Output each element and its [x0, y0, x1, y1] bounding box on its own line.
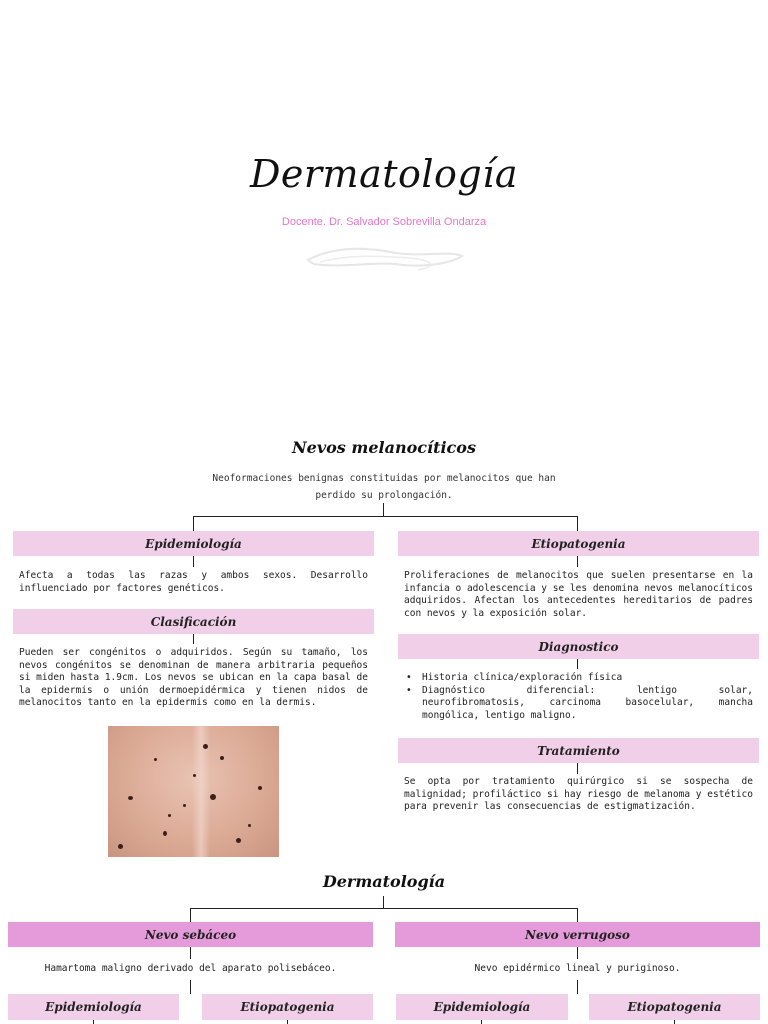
- connector: [190, 908, 578, 909]
- header-nevo-sebaceo: Nevo sebáceo: [8, 922, 373, 947]
- document-title: Dermatología: [249, 152, 519, 196]
- header-etiopatogenia: Etiopatogenia: [398, 531, 759, 556]
- connector: [193, 556, 194, 567]
- connector: [577, 908, 578, 922]
- signature-scribble-icon: [300, 238, 470, 278]
- tratamiento-text: Se opta por tratamiento quirúrgico si se sospecha de malignidad; profiláctico si hay riesgo de melanoma y estético para prevenir las consecuencias de estigmatización.: [404, 776, 753, 812]
- connector: [481, 1020, 482, 1024]
- connector: [577, 763, 578, 774]
- connector: [93, 1020, 94, 1024]
- connector: [577, 980, 578, 994]
- header-sebaceo-etiopatogenia: Etiopatogenia: [202, 994, 373, 1020]
- diagnostico-list: [404, 672, 753, 722]
- connector: [577, 516, 578, 531]
- connector: [383, 896, 384, 908]
- nevo-verrugoso-text: Nevo epidérmico lineal y puriginoso.: [474, 963, 681, 974]
- header-verrugoso-etiopatogenia: Etiopatogenia: [589, 994, 760, 1020]
- section-title-dermatologia: Dermatología: [322, 872, 446, 891]
- connector: [577, 947, 578, 959]
- connector: [383, 503, 384, 516]
- connector: [577, 659, 578, 669]
- connector: [193, 516, 194, 531]
- header-clasificacion: Clasificación: [13, 609, 374, 634]
- list-item: • Historia clínica/exploración física: [404, 672, 753, 685]
- document-subtitle: Docente. Dr. Salvador Sobrevilla Ondarza: [281, 216, 487, 228]
- connector: [190, 980, 191, 994]
- connector: [577, 556, 578, 567]
- connector: [287, 1020, 288, 1024]
- section-intro: Neoformaciones benignas constituidas por melanocitos que han perdido su prolongación.: [212, 473, 556, 501]
- clasificacion-text: Pueden ser congénitos o adquiridos. Según su tamaño, los nevos congénitos se denominan de manera arbitraria pequeños si miden hasta 1.9cm. Los nevos se ubican en la capa basal de la epidermis o unión dermoepidérmica y tienen nidos de melanocitos tanto en la epidermis como en la dermis.: [19, 647, 368, 708]
- connector: [193, 516, 578, 517]
- nevo-sebaceo-text: Hamartoma maligno derivado del aparato polisebáceo.: [44, 963, 337, 974]
- header-nevo-verrugoso: Nevo verrugoso: [395, 922, 760, 947]
- connector: [190, 947, 191, 959]
- connector: [190, 908, 191, 922]
- epidemiologia-text: Afecta a todas las razas y ambos sexos. Desarrollo influenciado por factores genéticos.: [19, 570, 368, 594]
- section-title-nevos: Nevos melanocíticos: [292, 438, 476, 457]
- etiopatogenia-text: Proliferaciones de melanocitos que suelen presentarse en la infancia o adolescencia y se les denomina nevos melanocíticos adquiridos. Afectan los antecedentes hereditarios de padres con nevos y la exposición solar.: [404, 570, 753, 619]
- header-epidemiologia: Epidemiología: [13, 531, 374, 556]
- list-item: • Diagnóstico diferencial: lentigo solar, neurofibromatosis, carcinoma basocelular, mancha mongólica, lentigo maligno.: [404, 685, 753, 723]
- header-sebaceo-epidemiologia: Epidemiología: [8, 994, 179, 1020]
- skin-photo-icon: [108, 726, 279, 857]
- header-tratamiento: Tratamiento: [398, 738, 759, 763]
- connector: [674, 1020, 675, 1024]
- header-diagnostico: Diagnostico: [398, 634, 759, 659]
- header-verrugoso-epidemiologia: Epidemiología: [396, 994, 568, 1020]
- connector: [193, 634, 194, 644]
